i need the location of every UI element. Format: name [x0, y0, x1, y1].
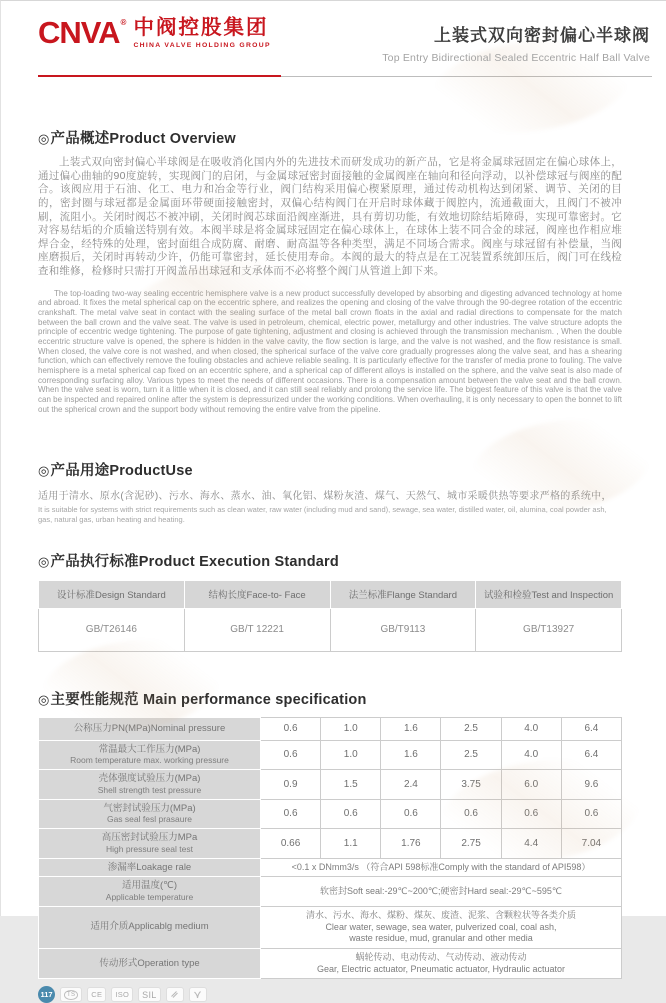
row-label-en: Gas seal fesl prasaure [106, 814, 193, 825]
table-cell: 1.6 [381, 740, 441, 770]
row-label-en: High pressure seal test [106, 843, 193, 854]
table-row [39, 799, 622, 829]
table-cell: GB/T 12221 [184, 608, 330, 651]
row-label [39, 770, 261, 800]
row-label-cn: 渗漏率Loakage rale [107, 861, 192, 873]
column-header: 试验和检验Test and Inspection [476, 580, 622, 608]
section-performance-spec [38, 688, 622, 980]
overview-paragraph-cn: 上装式双向密封偏心半球阀是在吸收消化国内外的先进技术而研发成功的新产品，它是将金属球冠固定在偏心球体上，通过偏心曲轴的90度旋转，实现阀门的启闭，与金属球冠密封面接触的金属阀座在轴向和径向浮动，以补偿球冠与阀座的配合。该阀应用于石油、化工、电力和冶金等行业，阀门结构采用偏心楔紧原理，通过传动机构达到闭紧、调节、关闭的目的，密封圈与球冠都是金属面环带硬面接触密封，双偏心结构阀门在开启时球体藏于阀腔内，流通截面大，且阀门不被冲刷，流阻小。关闭时阀芯不被冲刷，关闭时阀芯球面沿阀座渐进，具有剪切功能，有效地切除结垢障碍，实现可靠密封。它对容易结垢的介质输送特别有效。本阀半球是将金属球冠固定在偏心球体上，在球体上装不同合金的球冠，阀座也作相应堆焊合金，经特殊的处理，密封面组合成防腐、耐磨、耐高温等各种类型，满足不同场合需求。阀座与球冠留有补偿量，当阀座磨损后，关闭时再转动少许，仍能可靠密封，延长使用寿命。本阀的最大的特点是在工况装置系统卸压后，阀门可在线检查和维修，检修时只需打开阀盖吊出球冠和支承体而不必将整个阀门从管道上卸下来。 [38, 156, 622, 278]
row-label [39, 717, 261, 740]
performance-table [38, 717, 622, 980]
table-row [39, 608, 622, 651]
row-label [39, 829, 261, 859]
column-header: 法兰标准Flange Standard [330, 580, 476, 608]
table-cell: 6.4 [561, 717, 621, 740]
row-label-en: Room temperature max. working pressure [70, 755, 229, 766]
table-cell: 1.76 [381, 829, 441, 859]
table-cell: 2.75 [441, 829, 501, 859]
row-label [39, 799, 261, 829]
table-row [39, 858, 622, 877]
table-cell: 2.4 [381, 770, 441, 800]
table-row [39, 740, 622, 770]
table-cell: 1.0 [321, 740, 381, 770]
cert-hook-icon [189, 987, 207, 1002]
table-cell: 9.6 [561, 770, 621, 800]
cell-line: 清水、污水、海水、煤粉、煤灰、废渣、泥浆、含颗粒状等各类介质 [305, 909, 576, 920]
table-cell: 4.4 [501, 829, 561, 859]
cert-ce-badge: CE [87, 987, 106, 1002]
table-cell: 0.9 [261, 770, 321, 800]
table-row [39, 948, 622, 978]
table-cell: 0.6 [321, 799, 381, 829]
row-label-cn: 传动形式Operation type [99, 957, 200, 969]
row-label-cn: 壳体强度试验压力(MPa) [98, 773, 201, 784]
cert-sil-badge: SIL [138, 987, 160, 1002]
cert-clip-icon [166, 987, 184, 1002]
table-cell: 0.6 [441, 799, 501, 829]
table-cell [261, 877, 622, 907]
column-header: 结构长度Face-to- Face [184, 580, 330, 608]
section-heading [38, 550, 622, 571]
table-header-row [39, 580, 622, 608]
section-bullet-icon: ◎ [38, 553, 50, 569]
table-cell: 0.6 [261, 717, 321, 740]
table-cell: 1.6 [381, 717, 441, 740]
page-content [1, 127, 666, 979]
use-line-en: It is suitable for systems with strict requirements such as clean water, raw water (including mud and sand), sewage, sea water, distilled water, oil, alumina, coal powder ash, gas, natural gas, urban heating and heating. [38, 504, 607, 524]
row-label [39, 948, 261, 978]
table-cell: 0.6 [261, 740, 321, 770]
table-cell: 0.6 [381, 799, 441, 829]
table-cell: 0.6 [501, 799, 561, 829]
table-cell: 6.0 [501, 770, 561, 800]
section-bullet-icon: ◎ [38, 691, 50, 707]
table-cell: 1.5 [321, 770, 381, 800]
overview-heading-text: 产品概述Product Overview [50, 131, 236, 147]
table-row [39, 717, 622, 740]
overview-paragraph-en: The top-loading two-way sealing eccentric hemisphere valve is a new product successfully developed by absorbing and digesting advanced technology at home and abroad. It fixes the metal spherical cap on the eccentric sphere, and realizes the opening and closing of the valve through the 90-degree rotation of the eccentric crankshaft. The metal valve seat in contact with the sealing surface of the metal ball crown floats in the axial and radial directions to compensate for the match between the ball crown and the valve seat. The valve is used in petroleum, chemical, electric power, metallurgy and other industries. The valve structure adopts the principle of eccentric wedge tightening. The purpose of gate tightening, adjustment and closing is achieved through the transmission mechanism. , When the double eccentric structure valve is opened, the sphere is hidden in the valve cavity, the flow section is large, and the valve is not washed, and the flow resistance is small. When closed, the valve core is not washed, and when closed, the spherical surface of the valve core gradually progresses along the valve seat, and has a shearing function, which can effectively remove the fouling obstacles and achieve reliable sealing. It is particularly effective for the transfer of media prone to fouling. The valve hemisphere is a metal spherical cap fixed on an eccentric sphere, and a spherical cap of different alloys is installed on the sphere, and the valve seat is also made of corresponding surfacing alloy. Various types to meet the needs of different occasions. There is a compensation amount between the valve seat and the ball crown. When the valve seat is worn, turn it a little when it is closed, and it can still seal reliably and prolong the service life. The biggest feature of this valve is that the valve can be inspected and repaired online after the system is depressurized under the working conditions. When overhauling, it is only necessary to open the bonnet to lift out the spherical crown and the support body without removing the entire valve from the pipeline. [38, 288, 622, 414]
row-label-cn: 适用介质Applicablg medium [90, 921, 209, 933]
row-label-cn: 气密封试验压力(MPa) [103, 802, 196, 814]
table-cell: 0.6 [561, 799, 621, 829]
table-cell: 1.1 [321, 829, 381, 859]
row-label [39, 877, 261, 907]
table-row [39, 829, 622, 859]
company-name-cn: 中阀控股集团 [133, 16, 269, 39]
table-cell [261, 948, 622, 978]
cell-line: Gear, Electric actuator, Pneumatic actuator, Hydraulic actuator [316, 963, 566, 974]
header-rule-gray [281, 76, 652, 77]
table-cell: 6.4 [561, 740, 621, 770]
section-heading [38, 688, 622, 709]
header-rule [38, 75, 652, 77]
cert-ts-badge [60, 987, 82, 1002]
table-cell [261, 858, 622, 877]
table-cell: 2.5 [441, 740, 501, 770]
page-header [1, 1, 666, 64]
row-label-en: Applicable temperature [105, 892, 194, 903]
row-label-cn: 适用温度(℃) [122, 880, 177, 892]
section-bullet-icon: ◎ [38, 131, 50, 146]
cert-ts-label: TS [64, 990, 78, 1000]
table-cell: 4.0 [501, 717, 561, 740]
table-cell: GB/T9113 [330, 608, 476, 651]
cell-line: <0.1 x DNmm3/s （符合API 598标准Comply with the standard of API598） [291, 861, 591, 872]
page-title-cn: 上装式双向密封偏心半球阀 [434, 26, 650, 45]
row-label [39, 906, 261, 948]
logo-text [133, 17, 270, 49]
table-cell: GB/T13927 [476, 608, 622, 651]
page-title-en: Top Entry Bidirectional Sealed Eccentric Half Ball Valve [382, 52, 650, 64]
cert-iso-badge: ISO [111, 987, 133, 1002]
section-heading [38, 127, 622, 148]
cell-line: 蜗轮传动、电动传动、气动传动、液动传动 [355, 951, 527, 962]
row-label-cn: 高压密封试验压力MPa [101, 832, 198, 843]
table-row [39, 770, 622, 800]
cell-line: waste residue, mud, granular and other media [349, 933, 533, 944]
table-cell: 1.0 [321, 717, 381, 740]
brand-wordmark: CNVA [38, 15, 120, 50]
table-row [39, 906, 622, 948]
page-footer [38, 986, 666, 1003]
row-label [39, 740, 261, 770]
company-logo [38, 17, 271, 49]
execution-standard-table [38, 580, 622, 652]
company-name-en: CHINA VALVE HOLDING GROUP [133, 41, 271, 49]
use-heading-text: 产品用途ProductUse [50, 462, 193, 479]
cell-line: 软密封Soft seal:-29℃~200℃;硬密封Hard seal:-29℃~595℃ [319, 885, 563, 896]
registered-trademark-icon: ® [120, 18, 127, 27]
use-line-cn: 适用于清水、原水(含泥砂)、污水、海水、蒸水、油、氧化铝、煤粉灰渣、煤气、天然气、城市采暖供热等要求严格的系统中， [38, 490, 612, 502]
section-bullet-icon: ◎ [38, 462, 50, 478]
product-titles [382, 21, 650, 64]
table-cell: 4.0 [501, 740, 561, 770]
section-execution-standard [38, 550, 622, 652]
column-header: 设计标准Design Standard [39, 580, 185, 608]
cell-line: Clear water, sewage, sea water, pulverized coal, coal ash, [325, 921, 557, 932]
table-cell: 2.5 [441, 717, 501, 740]
header-rule-red [38, 75, 281, 77]
table-cell: GB/T26146 [39, 608, 185, 651]
page-number-badge: 117 [38, 986, 55, 1003]
table-cell: 7.04 [561, 829, 621, 859]
table-cell: 3.75 [441, 770, 501, 800]
row-label-en: Shell strength test pressure [97, 784, 202, 795]
standard-heading-text: 产品执行标准Product Execution Standard [50, 553, 339, 570]
table-cell: 0.6 [261, 799, 321, 829]
table-cell [261, 906, 622, 948]
row-label-cn: 常温最大工作压力(MPa) [98, 743, 201, 755]
row-label-cn: 公称压力PN(MPa)Nominal pressure [73, 722, 226, 734]
table-cell: 0.66 [261, 829, 321, 859]
section-product-overview [38, 127, 622, 415]
row-label [39, 858, 261, 877]
performance-heading-text: 主要性能规范 Main performance specification [50, 691, 367, 708]
table-row [39, 877, 622, 907]
section-heading [38, 459, 622, 480]
section-product-use [38, 459, 622, 526]
